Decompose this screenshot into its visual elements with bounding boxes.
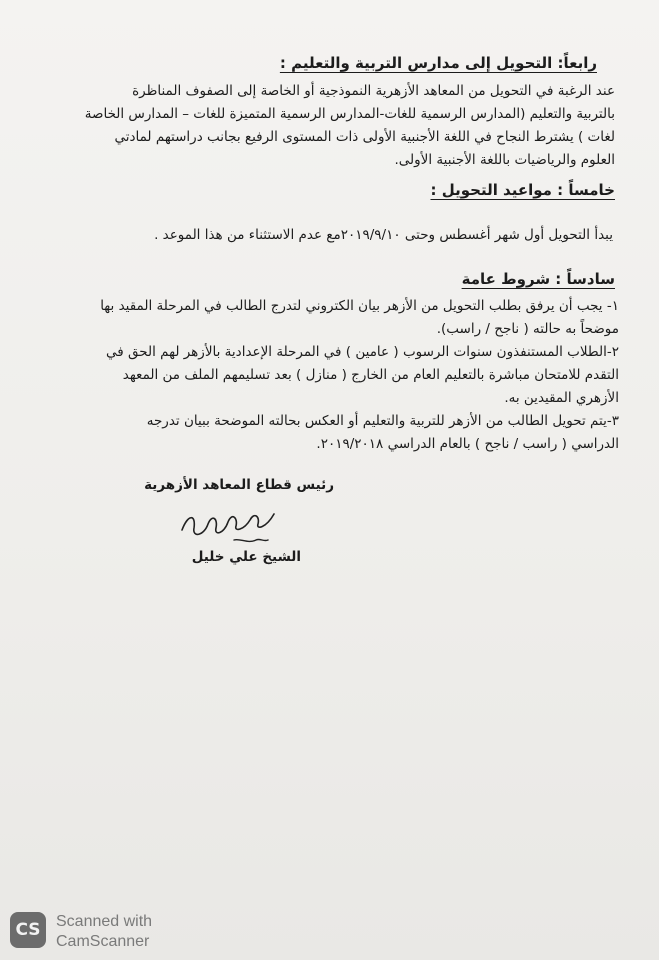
section6-line: ١- يجب أن يرفق بطلب التحويل من الأزهر بيان الكتروني لتدرج الطالب في المرحلة المقيد بها — [100, 298, 619, 314]
section6-line: موضحاً به حالته ( ناجح / راسب). — [436, 321, 619, 337]
section4-paragraph — [35, 80, 615, 172]
scanner-watermark-line2: CamScanner — [56, 933, 150, 950]
scanner-watermark-line1: Scanned with — [56, 913, 153, 930]
handwritten-signature — [174, 500, 284, 550]
section4-line: بالتربية والتعليم (المدارس الرسمية للغات-المدارس الرسمية المتميزة للغات – المدارس الخاصة — [84, 106, 615, 122]
section6-line: الأزهري المقيدين به. — [504, 390, 619, 406]
camscanner-logo: CS — [10, 912, 46, 948]
section5-heading: خامساً : مواعيد التحويل : — [430, 181, 615, 199]
section6-line: الدراسي ( راسب / ناجح ) بالعام الدراسي ٢٠١٩/٢٠١٨. — [316, 436, 619, 452]
section6-paragraph — [29, 295, 619, 456]
section6-line: ٣-يتم تحويل الطالب من الأزهر للتربية والتعليم أو العكس بحالته الموضحة ببيان تدرجه — [146, 413, 619, 429]
section4-line: لغات ) يشترط النجاح في اللغة الأجنبية الأولى ذات المستوى الرفيع بجانب دراستهم لمادتي — [114, 129, 615, 145]
section5-line: يبدأ التحويل أول شهر أغسطس وحتى ٢٠١٩/٩/١٠مع عدم الاستثناء من هذا الموعد . — [154, 227, 613, 243]
section6-line: ٢-الطلاب المستنفذون سنوات الرسوب ( عامين ) في المرحلة الإعدادية بالأزهر لهم الحق في — [106, 344, 619, 360]
signature-name: الشيخ علي خليل — [191, 549, 301, 565]
section5-paragraph — [53, 224, 613, 247]
section6-line: التقدم للامتحان مباشرة بالتعليم العام من الخارج ( منازل ) بعد تسليمهم الملف من المعهد — [122, 367, 619, 383]
signature-title: رئيس قطاع المعاهد الأزهرية — [144, 477, 334, 493]
section4-line: العلوم والرياضيات باللغة الأجنبية الأولى. — [394, 152, 615, 168]
section4-heading: رابعاً: التحويل إلى مدارس التربية والتعليم : — [279, 54, 597, 72]
section4-line: عند الرغبة في التحويل من المعاهد الأزهرية النموذجية أو الخاصة إلى الصفوف المناظرة — [132, 83, 615, 99]
section6-heading: سادساً : شروط عامة — [461, 270, 615, 288]
